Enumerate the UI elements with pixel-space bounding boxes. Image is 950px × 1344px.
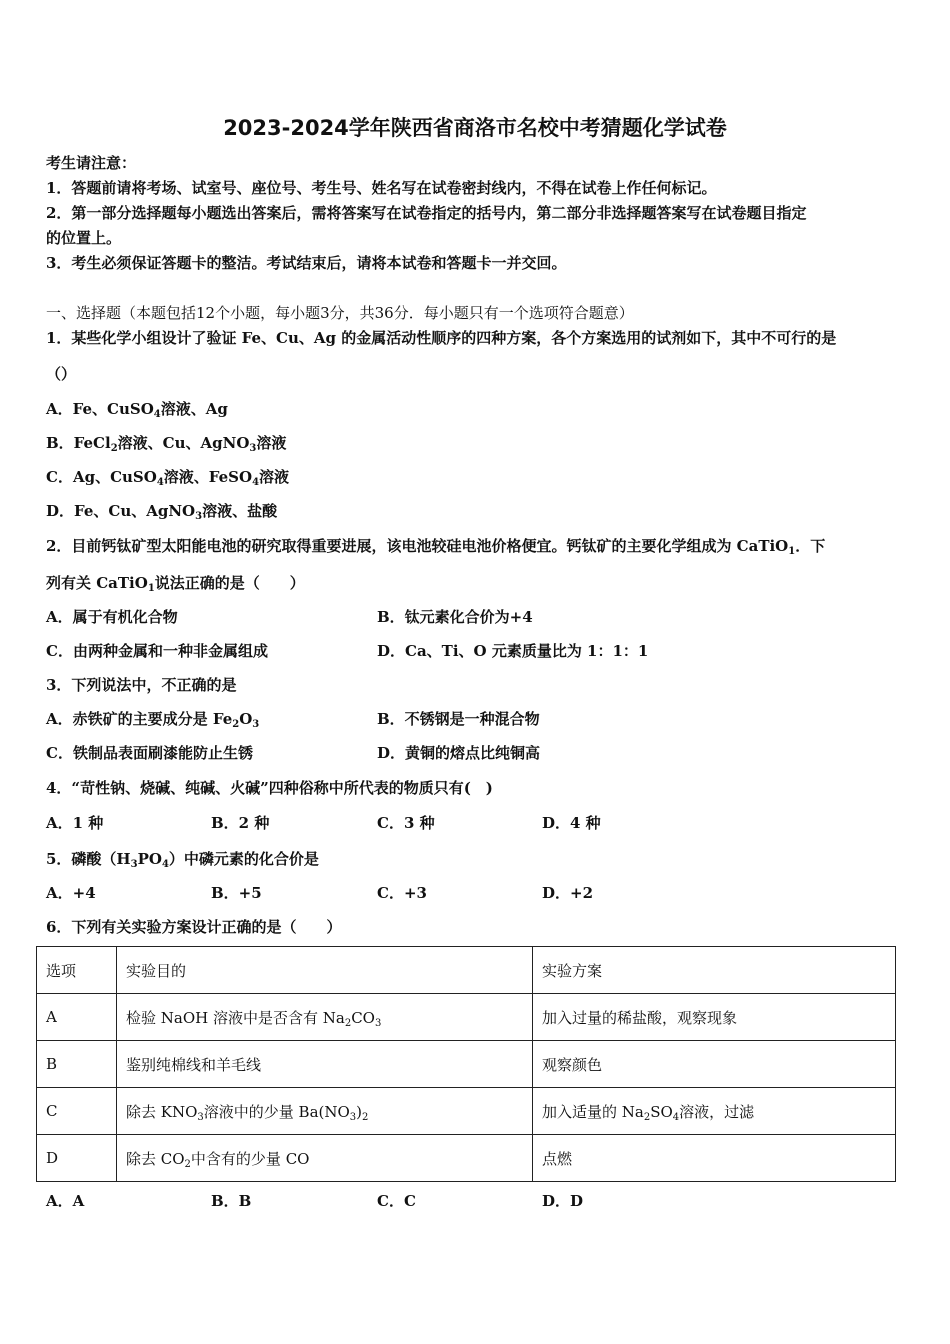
q1-stem-bracket: （） (46, 365, 77, 383)
row-option: D (37, 1135, 117, 1182)
q5-option-d: D．+2 (542, 884, 594, 902)
table-row (37, 994, 896, 1041)
section-heading: 一、选择题（本题包括12个小题，每小题3分，共36分．每小题只有一个选项符合题意） (46, 304, 634, 322)
notice-item-2: 2．第一部分选择题每小题选出答案后，需将答案写在试卷指定的括号内，第二部分非选择题答案写在试卷题目指定 (46, 204, 807, 222)
q3-option-c: C．铁制品表面刷漆能防止生锈 (46, 744, 253, 762)
q3-option-b: B．不锈钢是一种混合物 (377, 710, 540, 728)
notice-heading: 考生请注意： (46, 154, 137, 172)
q2-option-a: A．属于有机化合物 (46, 608, 178, 626)
notice-item-2-cont: 的位置上。 (46, 229, 122, 247)
q3-stem: 3．下列说法中，不正确的是 (46, 676, 237, 694)
q6-option-a: A．A (46, 1192, 85, 1210)
row-plan: 点燃 (533, 1135, 896, 1182)
q5-option-b: B．+5 (211, 884, 262, 902)
page-title: 2023-2024学年陕西省商洛市名校中考猜题化学试卷 (223, 116, 727, 140)
notice-item-1: 1．答题前请将考场、试室号、座位号、考生号、姓名写在试卷密封线内，不得在试卷上作任何标记。 (46, 179, 717, 197)
q4-option-c: C．3 种 (377, 814, 435, 832)
q4-option-b: B．2 种 (211, 814, 270, 832)
row-plan: 加入适量的 $Na_2SO_4$溶液，过滤 (533, 1088, 896, 1135)
row-goal: 除去 $KNO_3$溶液中的少量 $Ba(NO_3)_2$ (117, 1088, 533, 1135)
row-option: A (37, 994, 117, 1041)
q2-stem-cont: 列有关 CaTiO$_1$说法正确的是（ ） (46, 574, 305, 594)
q4-stem: 4．“苛性钠、烧碱、纯碱、火碱”四种俗称中所代表的物质只有( ) (46, 779, 493, 797)
q1-option-d: D．Fe、Cu、AgNO$_3$溶液、盐酸 (46, 502, 278, 522)
q6-option-c: C．C (377, 1192, 416, 1210)
table-header-plan: 实验方案 (533, 947, 896, 994)
q1-option-c: C．Ag、CuSO$_4$溶液、FeSO$_4$溶液 (46, 468, 290, 488)
row-plan: 观察颜色 (533, 1041, 896, 1088)
row-option: C (37, 1088, 117, 1135)
q2-option-b: B．钛元素化合价为+4 (377, 608, 533, 626)
q4-option-d: D．4 种 (542, 814, 601, 832)
q2-option-d: D．Ca、Ti、O 元素质量比为 1：1：1 (377, 642, 649, 660)
q5-option-a: A．+4 (46, 884, 96, 902)
table-header-goal: 实验目的 (117, 947, 533, 994)
q3-option-d: D．黄铜的熔点比纯铜高 (377, 744, 541, 762)
notice-item-3: 3．考生必须保证答题卡的整洁。考试结束后，请将本试卷和答题卡一并交回。 (46, 254, 567, 272)
q5-stem: 5．磷酸$(H_3PO_4)$中磷元素的化合价是 (46, 850, 319, 870)
row-goal: 鉴别纯棉线和羊毛线 (117, 1041, 533, 1088)
experiment-table (36, 946, 896, 1182)
q1-stem: 1．某些化学小组设计了验证 Fe、Cu、Ag 的金属活动性顺序的四种方案，各个方案选用的试剂如下，其中不可行的是 (46, 329, 837, 347)
table-header-row (37, 947, 896, 994)
q2-option-c: C．由两种金属和一种非金属组成 (46, 642, 268, 660)
row-plan: 加入过量的稀盐酸，观察现象 (533, 994, 896, 1041)
table-row (37, 1135, 896, 1182)
q2-stem: 2．目前钙钛矿型太阳能电池的研究取得重要进展，该电池较硅电池价格便宜。钙钛矿的主要化学组成为 CaTiO$_1$．下 (46, 537, 826, 557)
table-row (37, 1088, 896, 1135)
row-goal: 检验 NaOH 溶液中是否含有 $Na_2CO_3$ (117, 994, 533, 1041)
q3-option-a: A．赤铁矿的主要成分是 $Fe_2O_3$ (46, 710, 260, 730)
q6-stem: 6．下列有关实验方案设计正确的是（ ） (46, 918, 342, 936)
row-option: B (37, 1041, 117, 1088)
q1-option-a: A．Fe、CuSO$_4$溶液、Ag (46, 400, 228, 420)
q1-option-b: B．FeCl$_2$溶液、Cu、AgNO$_3$溶液 (46, 434, 287, 454)
q6-option-b: B．B (211, 1192, 252, 1210)
q5-option-c: C．+3 (377, 884, 427, 902)
table-header-option: 选项 (37, 947, 117, 994)
q6-option-d: D．D (542, 1192, 584, 1210)
table-row (37, 1041, 896, 1088)
q4-option-a: A．1 种 (46, 814, 104, 832)
row-goal: 除去 $CO_2$中含有的少量 CO (117, 1135, 533, 1182)
